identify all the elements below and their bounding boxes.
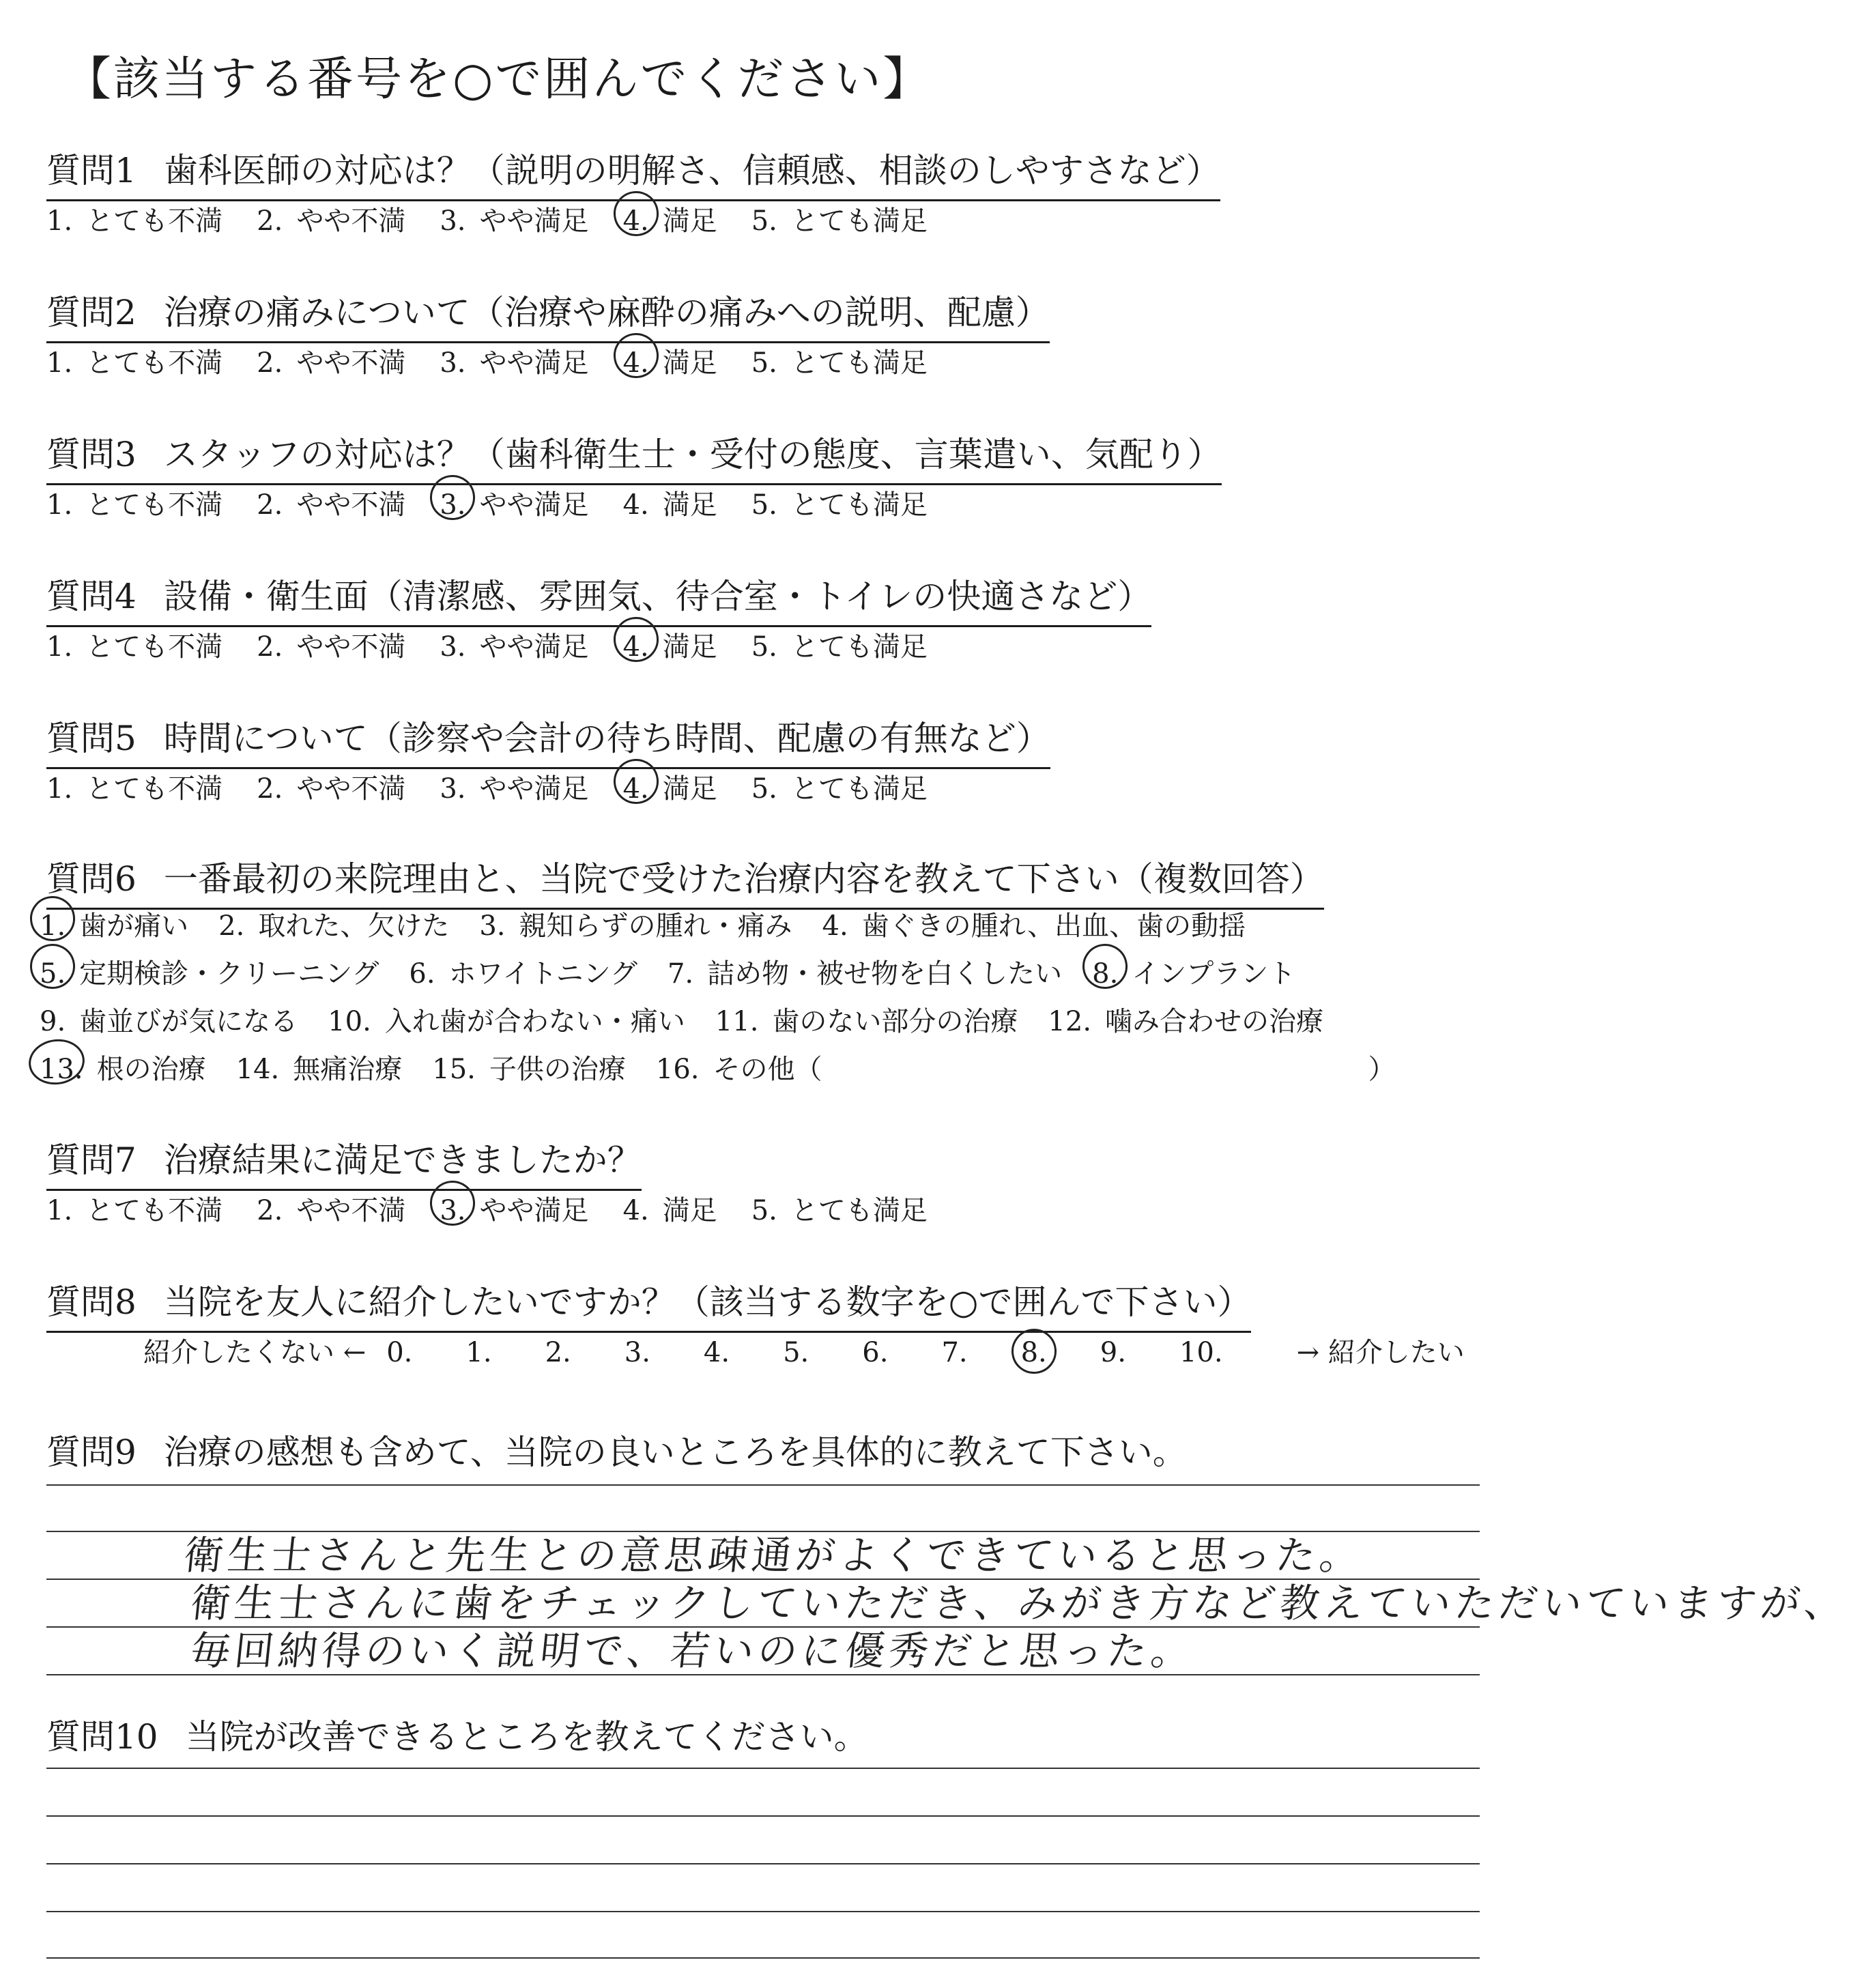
reason-option-selected[interactable] [40, 1048, 206, 1086]
option-label: とても満足 [790, 205, 928, 237]
option-number: 1. [40, 910, 66, 942]
option-selected[interactable] [440, 483, 588, 522]
question-5-title [46, 711, 1050, 769]
reason-option[interactable] [1048, 1000, 1323, 1039]
option[interactable] [46, 483, 223, 522]
scale-option[interactable] [941, 1337, 981, 1368]
reason-option[interactable] [479, 904, 792, 943]
option-number: 3. [440, 1195, 466, 1226]
option-label: 満足 [662, 1195, 717, 1226]
reason-option[interactable] [409, 952, 637, 991]
scale-option-selected[interactable] [1021, 1337, 1061, 1368]
question-text: 当院を友人に紹介したいですか？（該当する数字を○で囲んで下さい） [163, 1282, 1252, 1322]
question-4-title [46, 569, 1151, 627]
option[interactable] [257, 483, 405, 522]
option-label: とても不満 [86, 205, 223, 237]
answer-line [46, 1815, 1480, 1817]
option-number: 3. [440, 489, 466, 521]
recommend-right-label: → 紹介したい [1296, 1337, 1465, 1368]
question-7-title [46, 1133, 642, 1191]
option-number: 1. [46, 347, 73, 379]
option-number: 7. [667, 958, 694, 990]
option-label: とても満足 [790, 347, 928, 379]
question-number: 質問7 [46, 1140, 137, 1180]
option-number: 4. [622, 631, 649, 663]
question-number: 質問3 [46, 435, 137, 474]
answer-line [46, 1911, 1480, 1912]
option-label: とても満足 [790, 631, 928, 663]
handwritten-line-3: 毎回納得のいく説明で、若いのに優秀だと思った。 [188, 1628, 1197, 1674]
option-number: 2. [257, 205, 283, 237]
page-heading: 【該当する番号を○で囲んでください】 [65, 53, 932, 106]
option-label: やや満足 [479, 1195, 589, 1226]
question-number: 質問8 [46, 1282, 137, 1322]
option-number: 4. [622, 347, 649, 379]
option-number: 13. [40, 1054, 83, 1085]
option-label: とても不満 [86, 631, 223, 663]
question-number: 質問4 [46, 577, 137, 616]
question-number: 質問1 [46, 151, 137, 190]
option-number: 10. [328, 1006, 371, 1037]
option-label: やや不満 [296, 489, 406, 521]
option-number: 5. [40, 958, 66, 990]
option[interactable] [257, 199, 405, 238]
scale-option[interactable] [545, 1337, 585, 1368]
option-label: 噛み合わせの治療 [1105, 1006, 1324, 1037]
scale-option[interactable] [704, 1337, 743, 1368]
question-3-title [46, 427, 1222, 485]
scale-option[interactable] [625, 1337, 664, 1368]
answer-line [46, 1768, 1480, 1769]
question-1-options [46, 199, 962, 238]
option-number: 14. [235, 1054, 280, 1085]
option-label: やや満足 [479, 631, 589, 663]
option-number: 5. [751, 1195, 777, 1226]
reason-option[interactable] [40, 1000, 298, 1039]
option-number: 4. [622, 1195, 649, 1226]
question-text: スタッフの対応は？（歯科衛生士・受付の態度、言葉遣い、気配り） [163, 435, 1222, 474]
option-label: とても不満 [86, 489, 223, 521]
option[interactable] [440, 625, 588, 664]
question-number: 質問5 [46, 719, 137, 758]
reason-option-selected[interactable] [1092, 952, 1295, 991]
option[interactable] [623, 483, 717, 522]
option-label: 満足 [662, 347, 717, 379]
question-3-options [46, 483, 962, 522]
option-label: とても満足 [790, 1195, 928, 1226]
option-label: 詰め物・被せ物を白くしたい [707, 958, 1063, 990]
option[interactable] [257, 625, 405, 664]
question-text: 治療の感想も含めて、当院の良いところを具体的に教えて下さい。 [163, 1432, 1187, 1472]
option[interactable] [46, 1189, 223, 1228]
scale-option[interactable] [1100, 1337, 1140, 1368]
option-number: 5. [751, 205, 777, 237]
scale-option[interactable] [386, 1337, 426, 1368]
option-selected[interactable] [623, 341, 717, 380]
option[interactable] [751, 625, 928, 664]
option-label: やや不満 [296, 631, 406, 663]
option[interactable] [46, 767, 223, 806]
option-number: 3. [440, 773, 466, 805]
handwritten-line-2: 衛生士さんに歯をチェックしていただき、みがき方など教えていただいていますが、 [188, 1580, 1851, 1626]
option-label: 無痛治療 [293, 1054, 403, 1085]
option-number: 2. [545, 1337, 571, 1368]
handwritten-line-1: 衛生士さんと先生との意思疎通がよくできていると思った。 [181, 1532, 1366, 1579]
question-8-title [46, 1275, 1251, 1333]
option-label: インプラント [1132, 958, 1296, 990]
option-number: 11. [715, 1006, 759, 1037]
option-label: 取れた、欠けた [258, 910, 450, 942]
option-number: 2. [257, 347, 283, 379]
option[interactable] [751, 483, 928, 522]
option-selected[interactable] [623, 767, 717, 806]
scale-option[interactable] [1179, 1337, 1237, 1368]
option[interactable] [46, 199, 223, 238]
option-label: 歯並びが気になる [79, 1006, 298, 1037]
answer-line [46, 1863, 1480, 1864]
option-label: とても不満 [86, 773, 223, 805]
option-number: 5. [751, 773, 777, 805]
option-number: 1. [46, 631, 73, 663]
option-label: とても満足 [790, 773, 928, 805]
option-label: 定期検診・クリーニング [79, 958, 379, 990]
option-number: 1. [46, 1195, 73, 1226]
question-2-options [46, 341, 962, 380]
option[interactable] [751, 1189, 928, 1228]
option-number: 16. [655, 1054, 700, 1085]
option-label: 満足 [662, 489, 717, 521]
reason-option[interactable] [218, 904, 449, 943]
option-number: 6. [862, 1337, 889, 1368]
option-selected[interactable] [440, 1189, 588, 1228]
question-number: 質問6 [46, 859, 137, 899]
option-label: とても不満 [86, 1195, 223, 1226]
question-number: 質問2 [46, 293, 137, 332]
reason-option[interactable] [715, 1000, 1018, 1039]
option-label: やや不満 [296, 773, 406, 805]
option-number: 2. [218, 910, 245, 942]
option-label: やや不満 [296, 1195, 406, 1226]
reason-option-selected[interactable] [40, 952, 379, 991]
option-number: 5. [751, 631, 777, 663]
answer-line [46, 1957, 1480, 1959]
recommend-scale [143, 1331, 1465, 1370]
answer-line [46, 1484, 1480, 1486]
option-number: 15. [432, 1054, 476, 1085]
question-text: 設備・衛生面（清潔感、雰囲気、待合室・トイレの快適さなど） [163, 577, 1152, 616]
question-5-options [46, 767, 962, 806]
option-label: 親知らずの腫れ・痛み [519, 910, 792, 942]
option[interactable] [257, 1189, 405, 1228]
option-number: 9. [40, 1006, 66, 1037]
option-label: やや満足 [479, 205, 589, 237]
option-number: 1. [46, 773, 73, 805]
option-number: 3. [440, 205, 466, 237]
option-number: 5. [751, 489, 777, 521]
reason-option[interactable] [656, 1048, 1396, 1086]
option[interactable] [751, 341, 928, 380]
recommend-left-label: 紹介したくない ← [143, 1337, 367, 1368]
reason-option[interactable] [236, 1048, 403, 1086]
reason-option[interactable] [668, 952, 1062, 991]
option-number: 8. [1092, 958, 1119, 990]
option-label: やや満足 [479, 347, 589, 379]
option-number: 3. [479, 910, 506, 942]
option[interactable] [440, 767, 588, 806]
reason-row [40, 904, 1276, 943]
option-number: 4. [622, 205, 649, 237]
option[interactable] [257, 767, 405, 806]
option-number: 7. [941, 1337, 968, 1368]
option[interactable] [46, 341, 223, 380]
option-label: やや満足 [479, 489, 589, 521]
question-4-options [46, 625, 962, 664]
scale-option[interactable] [783, 1337, 822, 1368]
reason-option[interactable] [432, 1048, 626, 1086]
option-number: 3. [440, 631, 466, 663]
option[interactable] [751, 199, 928, 238]
option-number: 5. [751, 347, 777, 379]
option-number: 4. [822, 910, 848, 942]
option-label: 歯ぐきの腫れ、出血、歯の動揺 [861, 910, 1246, 942]
question-text: 治療の痛みについて（治療や麻酔の痛みへの説明、配慮） [163, 293, 1050, 332]
option-label: その他（ ） [713, 1054, 1396, 1085]
option[interactable] [623, 1189, 717, 1228]
question-6-title [46, 852, 1324, 910]
option-number: 0. [386, 1337, 413, 1368]
option-label: 満足 [662, 205, 717, 237]
option-number: 6. [409, 958, 435, 990]
option-number: 3. [624, 1337, 650, 1368]
option-number: 9. [1100, 1337, 1126, 1368]
option-label: 歯が痛い [79, 910, 189, 942]
option-selected[interactable] [623, 199, 717, 238]
option-number: 8. [1020, 1337, 1047, 1368]
option[interactable] [440, 341, 588, 380]
option-number: 12. [1048, 1006, 1092, 1037]
scale-option[interactable] [465, 1337, 505, 1368]
option-number: 2. [257, 489, 283, 521]
option-number: 3. [440, 347, 466, 379]
option-label: とても不満 [86, 347, 223, 379]
option-label: 満足 [662, 631, 717, 663]
option-label: やや不満 [296, 205, 406, 237]
question-text: 時間について（診察や会計の待ち時間、配慮の有無など） [163, 719, 1050, 758]
option-label: ホワイトニング [448, 958, 637, 990]
question-text: 一番最初の来院理由と、当院で受けた治療内容を教えて下さい（複数回答） [163, 859, 1324, 899]
reason-option-selected[interactable] [40, 904, 188, 943]
question-number: 質問10 [46, 1717, 158, 1757]
option-label: 根の治療 [96, 1054, 206, 1085]
option-number: 2. [257, 773, 283, 805]
question-text: 治療結果に満足できましたか？ [163, 1140, 642, 1180]
option-label: とても満足 [790, 489, 928, 521]
option-number: 5. [783, 1337, 809, 1368]
reason-row [40, 1000, 1353, 1039]
option-number: 1. [46, 205, 73, 237]
question-number: 質問9 [46, 1432, 137, 1472]
question-text: 当院が改善できるところを教えてください。 [185, 1717, 868, 1757]
option-label: やや不満 [296, 347, 406, 379]
option-label: 満足 [662, 773, 717, 805]
option-number: 2. [257, 1195, 283, 1226]
question-10-title [46, 1710, 868, 1766]
reason-option[interactable] [822, 904, 1246, 943]
option-label: 入れ歯が合わない・痛い [384, 1006, 685, 1037]
question-text: 歯科医師の対応は？（説明の明解さ、信頼感、相談のしやすさなど） [163, 151, 1220, 190]
option[interactable] [46, 625, 223, 664]
option-number: 4. [622, 773, 649, 805]
scale-option[interactable] [862, 1337, 902, 1368]
option-number: 2. [257, 631, 283, 663]
reason-option[interactable] [328, 1000, 685, 1039]
question-9-title [46, 1425, 1187, 1481]
option[interactable] [257, 341, 405, 380]
option-number: 4. [703, 1337, 730, 1368]
reason-row [40, 1048, 1426, 1086]
question-7-options [46, 1189, 962, 1228]
option-selected[interactable] [623, 625, 717, 664]
option-number: 10. [1179, 1337, 1223, 1368]
option-number: 1. [465, 1337, 492, 1368]
question-2-title [46, 285, 1050, 343]
option-label: 歯のない部分の治療 [772, 1006, 1018, 1037]
option-number: 4. [622, 489, 649, 521]
reason-row [40, 952, 1325, 991]
option-label: やや満足 [479, 773, 589, 805]
option[interactable] [751, 767, 928, 806]
option-label: 子供の治療 [489, 1054, 626, 1085]
option[interactable] [440, 199, 588, 238]
option-number: 1. [46, 489, 73, 521]
